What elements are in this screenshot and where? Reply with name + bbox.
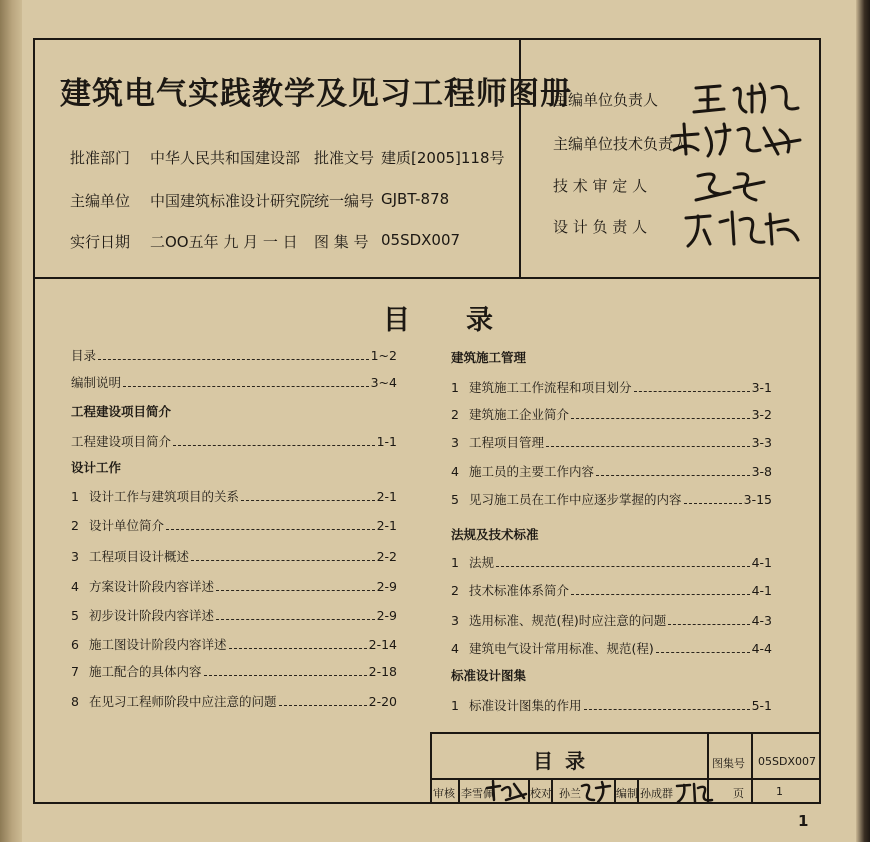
toc-entry-page: 4-1 [751,583,772,598]
effective-date-label: 实行日期 [70,233,131,251]
toc-entry-number: 1 [71,489,79,504]
dot-leader [571,586,750,595]
dot-leader [596,467,750,476]
toc-entry-number: 4 [451,641,459,656]
toc-section-heading: 工程建设项目简介 [71,404,172,419]
toc-entry-page: 2-1 [376,489,397,504]
toc-entry-title: 法规 [469,555,495,570]
dot-leader [204,667,367,676]
titleblock-top-border [430,732,821,734]
toc-entry-number: 7 [71,664,79,679]
toc-entry-title: 建筑施工工作流程和项目划分 [469,380,632,395]
toc-entry-page: 1-1 [376,434,397,449]
titleblock-checker-label: 校对 [530,787,552,800]
signature-1 [690,78,810,118]
tech-approver-label: 技 术 审 定 人 [553,177,648,195]
toc-entry-title: 施工图设计阶段内容详述 [89,637,227,652]
page-edge [856,0,870,842]
toc-entry-number: 5 [451,492,459,507]
dot-leader [229,640,367,649]
toc-entry-title: 编制说明 [71,375,122,390]
editor-unit-label: 主编单位 [70,192,131,210]
toc-entry-page: 2-20 [368,694,397,709]
toc-entry-number: 6 [71,637,79,652]
toc-entry-number: 2 [71,518,79,533]
toc-entry[interactable] [451,405,772,423]
toc-heading-right: 录 [466,305,493,336]
design-leader-label: 设 计 负 责 人 [553,218,648,236]
toc-entry-page: 4-4 [751,641,772,656]
toc-entry-page: 5-1 [751,698,772,713]
toc-entry-page: 4-3 [751,613,772,628]
dot-leader [241,492,375,501]
toc-entry[interactable] [451,462,772,480]
toc-section-heading: 建筑施工管理 [451,350,527,365]
toc-entry-page: 1~2 [370,348,397,363]
dot-leader [684,495,742,504]
toc-entry[interactable] [451,696,772,714]
toc-section-heading: 法规及技术标准 [451,527,539,542]
toc-entry-number: 1 [451,380,459,395]
toc-entry-title: 标准设计图集的作用 [469,698,582,713]
dot-leader [173,437,375,446]
dot-leader [496,558,750,567]
toc-entry-title: 施工配合的具体内容 [89,664,202,679]
titleblock-name: 目录 [533,749,597,773]
drafter-signature [674,778,718,804]
dot-leader [191,552,375,561]
toc-entry[interactable] [71,547,397,565]
toc-entry[interactable] [451,433,772,451]
dot-leader [216,582,375,591]
book-spine [0,0,22,842]
toc-entry[interactable] [451,490,772,508]
toc-entry-title: 工程项目管理 [469,435,545,450]
dot-leader [584,701,750,710]
toc-entry-title: 初步设计阶段内容详述 [89,608,215,623]
dot-leader [668,616,749,625]
titleblock-reviewer: 李雪佩 [461,787,494,800]
signature-3 [690,166,780,206]
toc-entry-page: 3-2 [751,407,772,422]
dot-leader [98,351,369,360]
approval-no-label: 批准文号 [314,149,375,167]
toc-entry[interactable] [451,611,772,629]
toc-entry-page: 2-9 [376,608,397,623]
toc-entry-page: 2-18 [368,664,397,679]
toc-heading-left: 目 [383,305,410,336]
toc-entry-number: 2 [451,407,459,422]
toc-entry-number: 3 [451,435,459,450]
toc-entry[interactable] [71,432,397,450]
toc-entry-number: 2 [451,583,459,598]
toc-entry-page: 2-9 [376,579,397,594]
toc-entry-title: 建筑电气设计常用标准、规范(程) [469,641,654,656]
chief-tech-leader-label: 主编单位技术负责人 [553,135,689,153]
toc-entry-title: 见习施工员在工作中应逐步掌握的内容 [469,492,682,507]
reviewer-signature [484,778,528,804]
toc-entry-number: 3 [451,613,459,628]
unified-no-value: GJBT-878 [381,190,450,208]
checker-signature [578,778,614,804]
toc-entry[interactable] [71,516,397,534]
toc-entry[interactable] [71,692,397,710]
atlas-no-label: 图 集 号 [314,233,369,251]
toc-entry-page: 2-1 [376,518,397,533]
dot-leader [546,438,750,447]
sheet-number: 1 [798,812,809,830]
toc-entry-number: 3 [71,549,79,564]
chief-unit-leader-label: 主编单位负责人 [553,91,659,109]
toc-section-heading: 设计工作 [71,460,122,475]
titleblock-reviewer-label: 审核 [433,787,455,800]
toc-entry-number: 1 [451,555,459,570]
titleblock-page-label: 页 [733,787,744,800]
toc-entry-title: 工程建设项目简介 [71,434,172,449]
toc-entry-title: 建筑施工企业简介 [469,407,570,422]
dot-leader [123,378,369,387]
toc-entry[interactable] [451,378,772,396]
editor-unit-value: 中国建筑标准设计研究院 [150,192,316,210]
toc-entry-page: 3-3 [751,435,772,450]
toc-entry[interactable] [451,553,772,571]
dot-leader [634,383,750,392]
toc-entry[interactable] [71,373,397,391]
book-title: 建筑电气实践教学及见习工程师图册 [60,76,572,112]
toc-entry-title: 施工员的主要工作内容 [469,464,595,479]
titleblock-left-border [430,732,432,804]
toc-entry[interactable] [71,487,397,505]
toc-entry-title: 工程项目设计概述 [89,549,190,564]
toc-entry-page: 2-14 [368,637,397,652]
toc-entry-page: 3~4 [370,375,397,390]
toc-entry-title: 选用标准、规范(程)时应注意的问题 [469,613,667,628]
header-divider [33,277,821,279]
toc-entry-title: 在见习工程师阶段中应注意的问题 [89,694,277,709]
titleblock-atlas-no: 05SDX007 [758,755,816,768]
toc-entry[interactable] [451,581,772,599]
toc-entry[interactable] [71,346,397,364]
dot-leader [571,410,750,419]
dot-leader [166,521,375,530]
effective-date-value: 二OO五年 九 月 一 日 [150,233,298,251]
approval-dept-value: 中华人民共和国建设部 [150,149,301,167]
titleblock-atlas-value-divider [751,732,753,804]
signature-2 [668,120,808,160]
toc-section-heading: 标准设计图集 [451,668,527,683]
atlas-no-value: 05SDX007 [381,231,461,249]
toc-entry-title: 目录 [71,348,97,363]
toc-entry-page: 3-1 [751,380,772,395]
toc-entry-page: 4-1 [751,555,772,570]
titleblock-drafter-label: 编制 [616,787,638,800]
toc-entry[interactable] [451,639,772,657]
toc-entry-number: 5 [71,608,79,623]
toc-entry-page: 3-8 [751,464,772,479]
signature-4 [680,206,810,250]
dot-leader [279,697,367,706]
dot-leader [656,644,750,653]
toc-entry-page: 2-2 [376,549,397,564]
toc-entry-number: 4 [71,579,79,594]
toc-entry[interactable] [71,635,397,653]
toc-entry[interactable] [71,662,397,680]
unified-no-label: 统一编号 [314,192,375,210]
toc-entry-number: 4 [451,464,459,479]
dot-leader [216,611,375,620]
toc-entry-title: 技术标准体系简介 [469,583,570,598]
toc-entry-page: 3-15 [743,492,772,507]
toc-entry[interactable] [71,606,397,624]
approval-dept-label: 批准部门 [70,149,131,167]
titleblock-page: 1 [776,785,783,798]
titleblock-cell-divider [458,778,460,804]
titleblock-checker: 孙兰 [559,787,581,800]
toc-entry[interactable] [71,577,397,595]
titleblock-drafter: 孙成群 [640,787,673,800]
approval-no-value: 建质[2005]118号 [381,149,505,167]
toc-entry-title: 设计单位简介 [89,518,165,533]
toc-entry-number: 1 [451,698,459,713]
toc-entry-title: 方案设计阶段内容详述 [89,579,215,594]
toc-entry-number: 8 [71,694,79,709]
toc-entry-title: 设计工作与建筑项目的关系 [89,489,240,504]
titleblock-atlas-label: 图集号 [712,757,745,770]
